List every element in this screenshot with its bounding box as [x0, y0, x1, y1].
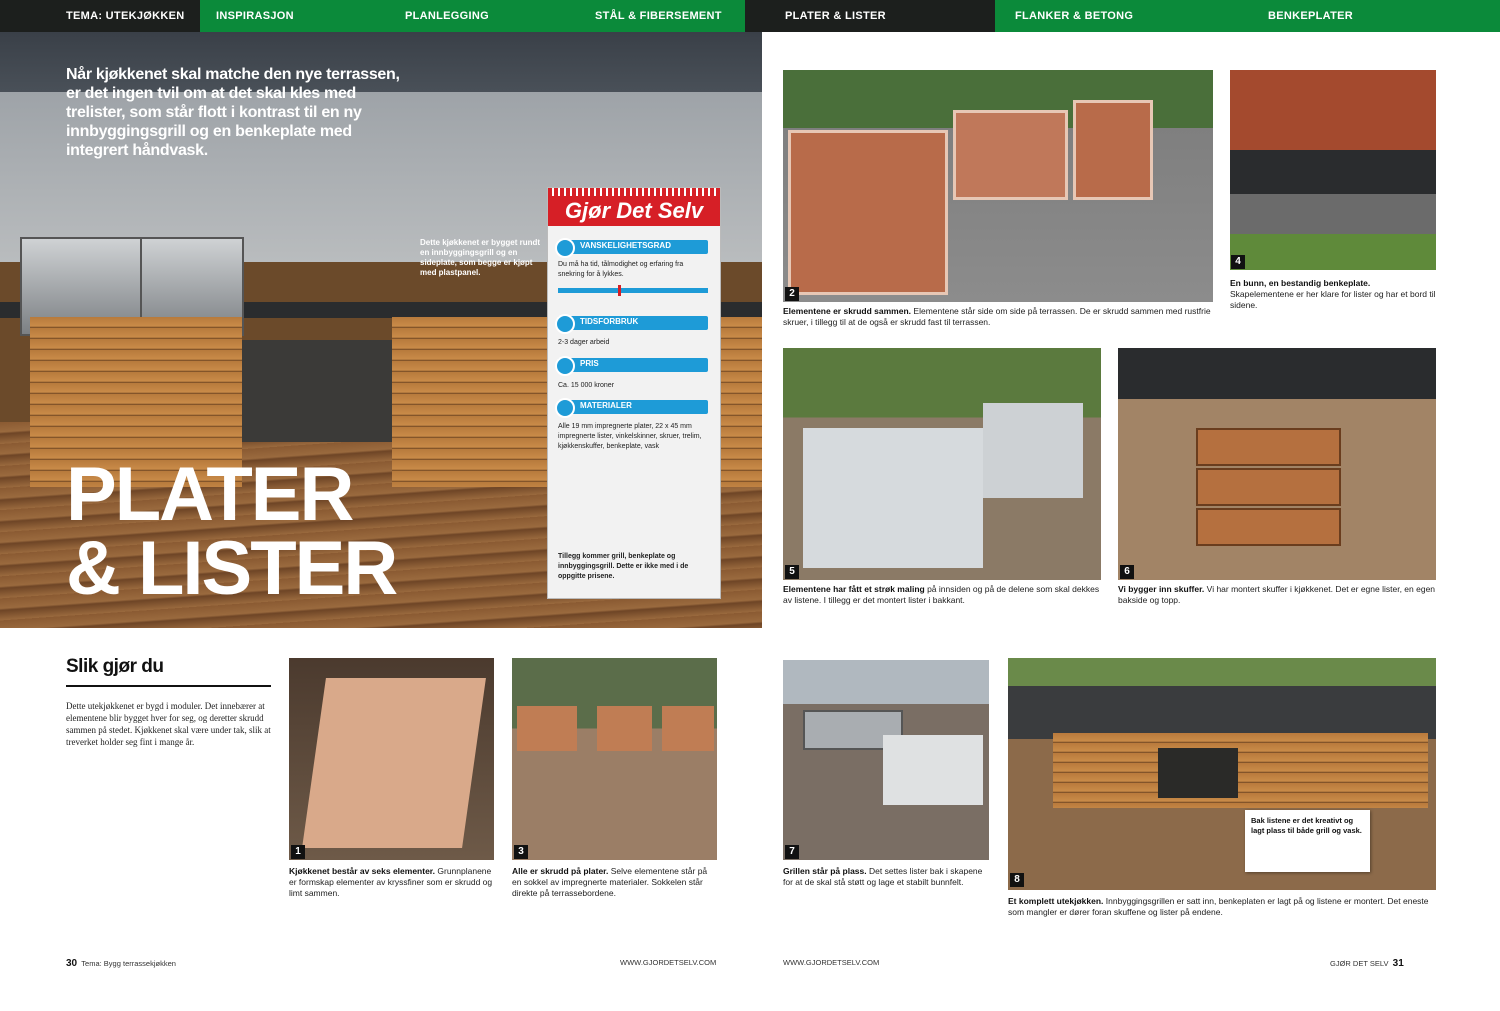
gds-label-price: PRIS [558, 358, 708, 372]
photo-3 [512, 658, 717, 860]
photo-2 [783, 70, 1213, 302]
photo-5 [783, 348, 1101, 580]
difficulty-meter [558, 288, 708, 293]
gds-text-time: 2-3 dager arbeid [558, 339, 610, 346]
photo-6 [1118, 348, 1436, 580]
gds-label-materials: MATERIALER [558, 400, 708, 414]
footer-left: 30 Tema: Bygg terrassekjøkken [66, 958, 176, 969]
photo-8-callout: Bak listene er det kreativt og lagt plass til både grill og vask. [1245, 810, 1370, 872]
section-nav-bar [0, 0, 1500, 32]
photo-8-number: 8 [1010, 873, 1024, 887]
footer-right: GJØR DET SELV 31 [1330, 958, 1404, 969]
gds-text-price: Ca. 15 000 kroner [558, 382, 615, 389]
coin-icon [555, 356, 575, 376]
photo-7-number: 7 [785, 845, 799, 859]
photo-1 [289, 658, 494, 860]
section-title: Slik gjør du [66, 656, 164, 677]
title-divider [66, 685, 271, 687]
page-title [66, 452, 397, 611]
photo-8-caption: Et komplett utekjøkken. Innbyggingsgrillen er satt inn, benkeplaten er lagt på og listene er montert. Det eneste som mangler er dører foran skuffene og lister på endene. [1008, 896, 1429, 917]
footer-site-right[interactable]: WWW.GJORDETSELV.COM [783, 958, 880, 967]
gds-text-difficulty: Du må ha tid, tålmodighet og erfaring fra snekring for å lykkes. [558, 261, 684, 278]
photo-1-number: 1 [291, 845, 305, 859]
gds-note: Tillegg kommer grill, benkeplate og innbyggingsgrill. Dette er ikke med i de oppgitte prisene. [558, 553, 689, 580]
gds-label-difficulty: VANSKELIGHETSGRAD [558, 240, 708, 254]
photo-5-caption: Elementene har fått et strøk maling på innsiden og på de delene som skal dekkes av listene. I tillegg er det montert lister i bakkant. [783, 584, 1100, 605]
nav-item-plater-lister[interactable]: PLATER & LISTER [745, 0, 995, 32]
nav-item-tema[interactable]: TEMA: UTEKJØKKEN [0, 0, 200, 32]
photo-3-number: 3 [514, 845, 528, 859]
nav-item-flanker-betong[interactable]: FLANKER & BETONG [1015, 10, 1134, 22]
clock-icon [555, 314, 575, 334]
gds-brand: Gjør Det Selv [548, 196, 720, 226]
nav-item-inspirasjon[interactable]: INSPIRASJON [216, 10, 294, 22]
footer-site-left[interactable]: WWW.GJORDETSELV.COM [620, 958, 717, 967]
gjor-det-selv-box [547, 187, 721, 599]
photo-7 [783, 660, 989, 860]
page-title-line2: & LISTER [66, 526, 397, 611]
photo-4-number: 4 [1231, 255, 1245, 269]
article-body: Dette utekjøkkenet er bygd i moduler. Det innebærer at elementene blir bygget hver for seg, og deretter skrudd sammen på stedet. Kjøkkenet skal være under tak, slik at treverket holder seg fint i mange år. [66, 701, 271, 747]
photo-3-caption: Alle er skrudd på plater. Selve elementene står på en sokkel av impregnerte materialer. Sokkelen står direkte på terrassebordene. [512, 866, 708, 898]
nav-item-benkeplater[interactable]: BENKEPLATER [1268, 10, 1353, 22]
photo-7-caption: Grillen står på plass. Det settes lister bak i skapene for at de skal stå støtt og lage et stabilt bunnfelt. [783, 866, 983, 887]
photo-2-number: 2 [785, 287, 799, 301]
hero-intro-text: Når kjøkkenet skal matche den nye terrassen, er det ingen tvil om at det skal kles med trelister, som står flott i kontrast til en ny innbyggingsgrill og en benkeplate med integrert håndvask. [66, 66, 400, 159]
hero-caption: Dette kjøkkenet er bygget rundt en innbyggingsgrill og en sideplate, som begge er kjøpt med plastpanel. [420, 238, 541, 277]
gds-label-time: TIDSFORBRUK [558, 316, 708, 330]
nav-item-stal-fibersement[interactable]: STÅL & FIBERSEMENT [595, 10, 722, 22]
page-title-line1: PLATER [66, 452, 353, 537]
photo-2-caption: Elementene er skrudd sammen. Elementene står side om side på terrassen. De er skrudd sammen med rustfrie skruer, i tillegg til at de også er skrudd fast til terrassen. [783, 306, 1211, 327]
photo-1-caption: Kjøkkenet består av seks elementer. Grunnplanene er formskap elementer av kryssfiner som er skrudd og limt sammen. [289, 866, 493, 898]
photo-6-caption: Vi bygger inn skuffer. Vi har montert skuffer i kjøkkenet. Det er egne lister, en egen bakside og topp. [1118, 584, 1436, 605]
photo-8 [1008, 658, 1436, 890]
photo-5-number: 5 [785, 565, 799, 579]
photo-6-number: 6 [1120, 565, 1134, 579]
photo-4-caption: En bunn, en bestandig benkeplate. Skapelementene er her klare for lister og har et bord til sidene. [1230, 278, 1436, 310]
nav-item-planlegging[interactable]: PLANLEGGING [405, 10, 489, 22]
gds-text-materials: Alle 19 mm impregnerte plater, 22 x 45 mm impregnerte lister, vinkelskinner, skruer, trelim, kjøkkenskuffer, benkeplate, vask [558, 423, 702, 450]
level-icon [555, 238, 575, 258]
tools-icon [555, 398, 575, 418]
photo-4 [1230, 70, 1436, 270]
